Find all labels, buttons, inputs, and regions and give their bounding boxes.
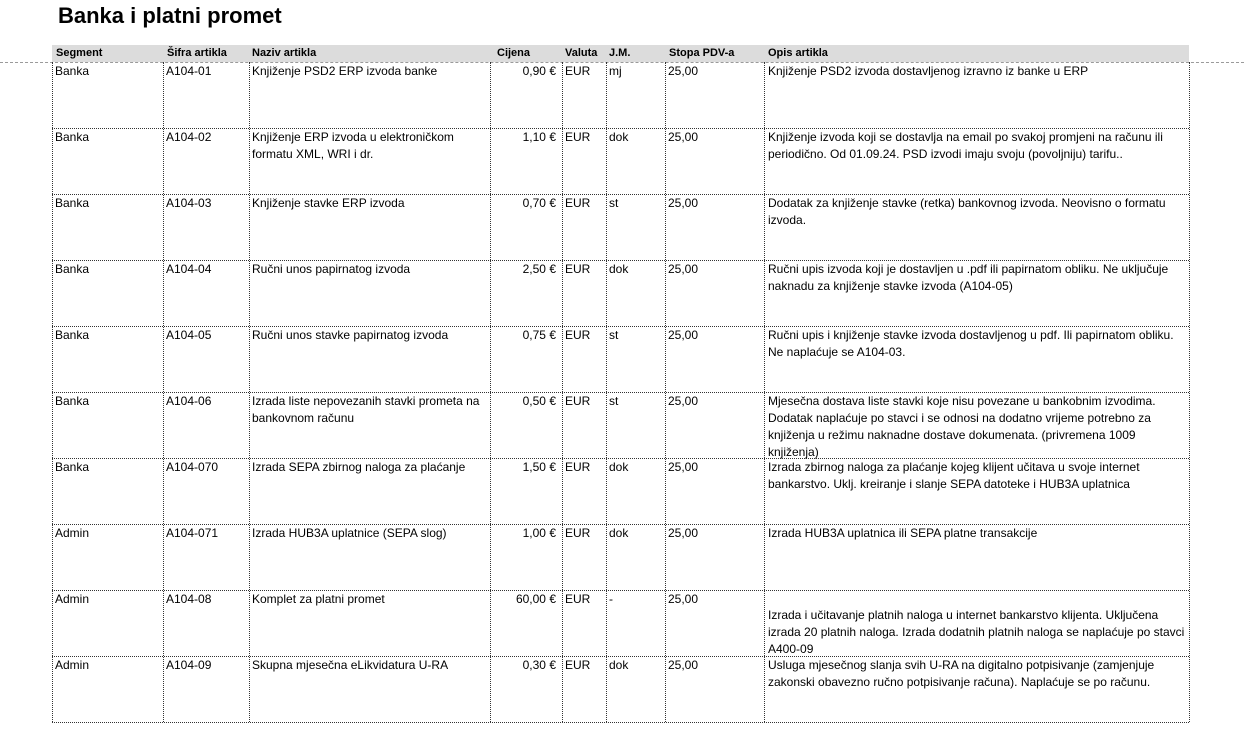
cell-currency: EUR: [565, 64, 591, 78]
cell-code: A104-04: [166, 262, 212, 276]
cell-vat: 25,00: [668, 592, 699, 606]
cell-code: A104-09: [166, 658, 212, 672]
header-segment: Segment: [56, 47, 103, 59]
cell-code: A104-02: [166, 130, 212, 144]
cell-vat: 25,00: [668, 196, 699, 210]
cell-code: A104-05: [166, 328, 212, 342]
table-row: [52, 62, 1189, 128]
table-row: [52, 326, 1189, 392]
cell-currency: EUR: [565, 460, 591, 474]
cell-unit: dok: [609, 526, 629, 540]
cell-desc: Izrada HUB3A uplatnica ili SEPA platne transakcije: [768, 526, 1038, 540]
cell-segment: Banka: [55, 394, 90, 408]
cell-segment: Banka: [55, 460, 90, 474]
cell-unit: st: [609, 328, 619, 342]
cell-currency: EUR: [565, 658, 591, 672]
cell-segment: Admin: [55, 592, 90, 606]
price-table: [52, 62, 1189, 722]
cell-name: Ručni unos stavke papirnatog izvoda: [252, 328, 449, 342]
cell-code: A104-070: [166, 460, 219, 474]
cell-desc: Usluga mjesečnog slanja svih U-RA na digitalno potpisivanje (zamjenjuje zakonski obavezno ručno potpisivanje računa). Naplaćuje se po računu.: [768, 658, 1155, 689]
cell-desc: Knjiženje PSD2 izvoda dostavljenog izravno iz banke u ERP: [768, 64, 1089, 78]
cell-desc: Mjesečna dostava liste stavki koje nisu povezane u bankobnim izvodima. Dodatak naplaćuje po stavci i se odnosi na dodatno vrijeme potrebno za knjiženja u režimu naknadne dostave dokumenata. (privremena 1009 knjiženja): [768, 394, 1156, 459]
cell-code: A104-01: [166, 64, 212, 78]
cell-vat: 25,00: [668, 64, 699, 78]
cell-name: Skupna mjesečna eLikvidatura U-RA: [252, 658, 449, 672]
table-row: [52, 590, 1189, 656]
cell-name: Komplet za platni promet: [252, 592, 385, 606]
cell-price: 1,00 €: [522, 526, 556, 540]
cell-segment: Banka: [55, 64, 90, 78]
cell-vat: 25,00: [668, 526, 699, 540]
cell-name: Knjiženje PSD2 ERP izvoda banke: [252, 64, 438, 78]
cell-price: 0,50 €: [522, 394, 556, 408]
cell-unit: st: [609, 196, 619, 210]
cell-price: 0,30 €: [522, 658, 556, 672]
cell-name: Izrada SEPA zbirnog naloga za plaćanje: [252, 460, 466, 474]
table-row: [52, 656, 1189, 722]
cell-currency: EUR: [565, 196, 591, 210]
page-title: Banka i platni promet: [58, 3, 282, 28]
cell-name: Knjiženje ERP izvoda u elektroničkom formatu XML, WRI i dr.: [252, 130, 454, 161]
cell-segment: Banka: [55, 130, 90, 144]
cell-currency: EUR: [565, 526, 591, 540]
table-row: [52, 524, 1189, 590]
header-price: Cijena: [497, 47, 531, 59]
cell-price: 1,50 €: [522, 460, 556, 474]
cell-unit: dok: [609, 460, 629, 474]
grid-hline: [52, 722, 1189, 723]
cell-price: 2,50 €: [522, 262, 556, 276]
table-row: [52, 392, 1189, 458]
cell-name: Ručni unos papirnatog izvoda: [252, 262, 411, 276]
cell-currency: EUR: [565, 394, 591, 408]
cell-segment: Banka: [55, 196, 90, 210]
cell-vat: 25,00: [668, 262, 699, 276]
table-row: [52, 260, 1189, 326]
cell-segment: Admin: [55, 658, 90, 672]
table-row: [52, 458, 1189, 524]
cell-segment: Banka: [55, 262, 90, 276]
cell-unit: -: [609, 592, 613, 606]
header-desc: Opis artikla: [768, 47, 828, 59]
cell-desc: Ručni upis izvoda koji je dostavljen u .pdf ili papirnatom obliku. Ne uključuje naknadu za knjiženje stavke izvoda (A104-05): [768, 262, 1169, 293]
header-code: Šifra artikla: [167, 47, 227, 59]
cell-name: Izrada HUB3A uplatnice (SEPA slog): [252, 526, 447, 540]
header-currency: Valuta: [565, 47, 598, 59]
cell-price: 0,75 €: [522, 328, 556, 342]
cell-price: 0,90 €: [522, 64, 556, 78]
cell-unit: mj: [609, 64, 622, 78]
cell-currency: EUR: [565, 130, 591, 144]
cell-segment: Admin: [55, 526, 90, 540]
cell-desc: Ručni upis i knjiženje stavke izvoda dostavljenog u pdf. Ili papirnatom obliku. Ne naplaćuje se A104-03.: [768, 328, 1174, 359]
cell-segment: Banka: [55, 328, 90, 342]
cell-name: Knjiženje stavke ERP izvoda: [252, 196, 405, 210]
cell-desc: Izrada i učitavanje platnih naloga u internet bankarstvo klijenta. Uključena izrada 20 platnih naloga. Izrada dodatnih platnih naloga se naplaćuje po stavci A400-09: [768, 608, 1185, 656]
cell-code: A104-08: [166, 592, 212, 606]
cell-vat: 25,00: [668, 460, 699, 474]
cell-desc: Knjiženje izvoda koji se dostavlja na email po svakoj promjeni na računu ili periodično. Od 01.09.24. PSD izvodi imaju svoju (povoljniju) tarifu..: [768, 130, 1163, 161]
cell-currency: EUR: [565, 328, 591, 342]
cell-currency: EUR: [565, 592, 591, 606]
table-row: [52, 128, 1189, 194]
cell-unit: dok: [609, 130, 629, 144]
cell-unit: st: [609, 394, 619, 408]
cell-unit: dok: [609, 658, 629, 672]
cell-vat: 25,00: [668, 394, 699, 408]
cell-desc: Izrada zbirnog naloga za plaćanje kojeg klijent učitava u svoje internet bankarstvo. Uklj. kreiranje i slanje SEPA datoteke i HUB3A uplatnica: [768, 460, 1140, 491]
header-unit: J.M.: [609, 47, 631, 59]
table-row: [52, 194, 1189, 260]
cell-vat: 25,00: [668, 328, 699, 342]
cell-vat: 25,00: [668, 130, 699, 144]
cell-code: A104-06: [166, 394, 212, 408]
cell-unit: dok: [609, 262, 629, 276]
cell-desc: Dodatak za knjiženje stavke (retka) bankovnog izvoda. Neovisno o formatu izvoda.: [768, 196, 1166, 227]
cell-price: 1,10 €: [522, 130, 556, 144]
table-header: [52, 45, 1189, 62]
cell-name: Izrada liste nepovezanih stavki prometa na bankovnom računu: [252, 394, 480, 425]
cell-vat: 25,00: [668, 658, 699, 672]
cell-code: A104-03: [166, 196, 212, 210]
grid-vline: [1189, 62, 1190, 722]
cell-price: 0,70 €: [522, 196, 556, 210]
header-vat: Stopa PDV-a: [669, 47, 735, 59]
cell-code: A104-071: [166, 526, 219, 540]
cell-price: 60,00 €: [515, 592, 556, 606]
cell-currency: EUR: [565, 262, 591, 276]
header-name: Naziv artikla: [252, 47, 317, 59]
